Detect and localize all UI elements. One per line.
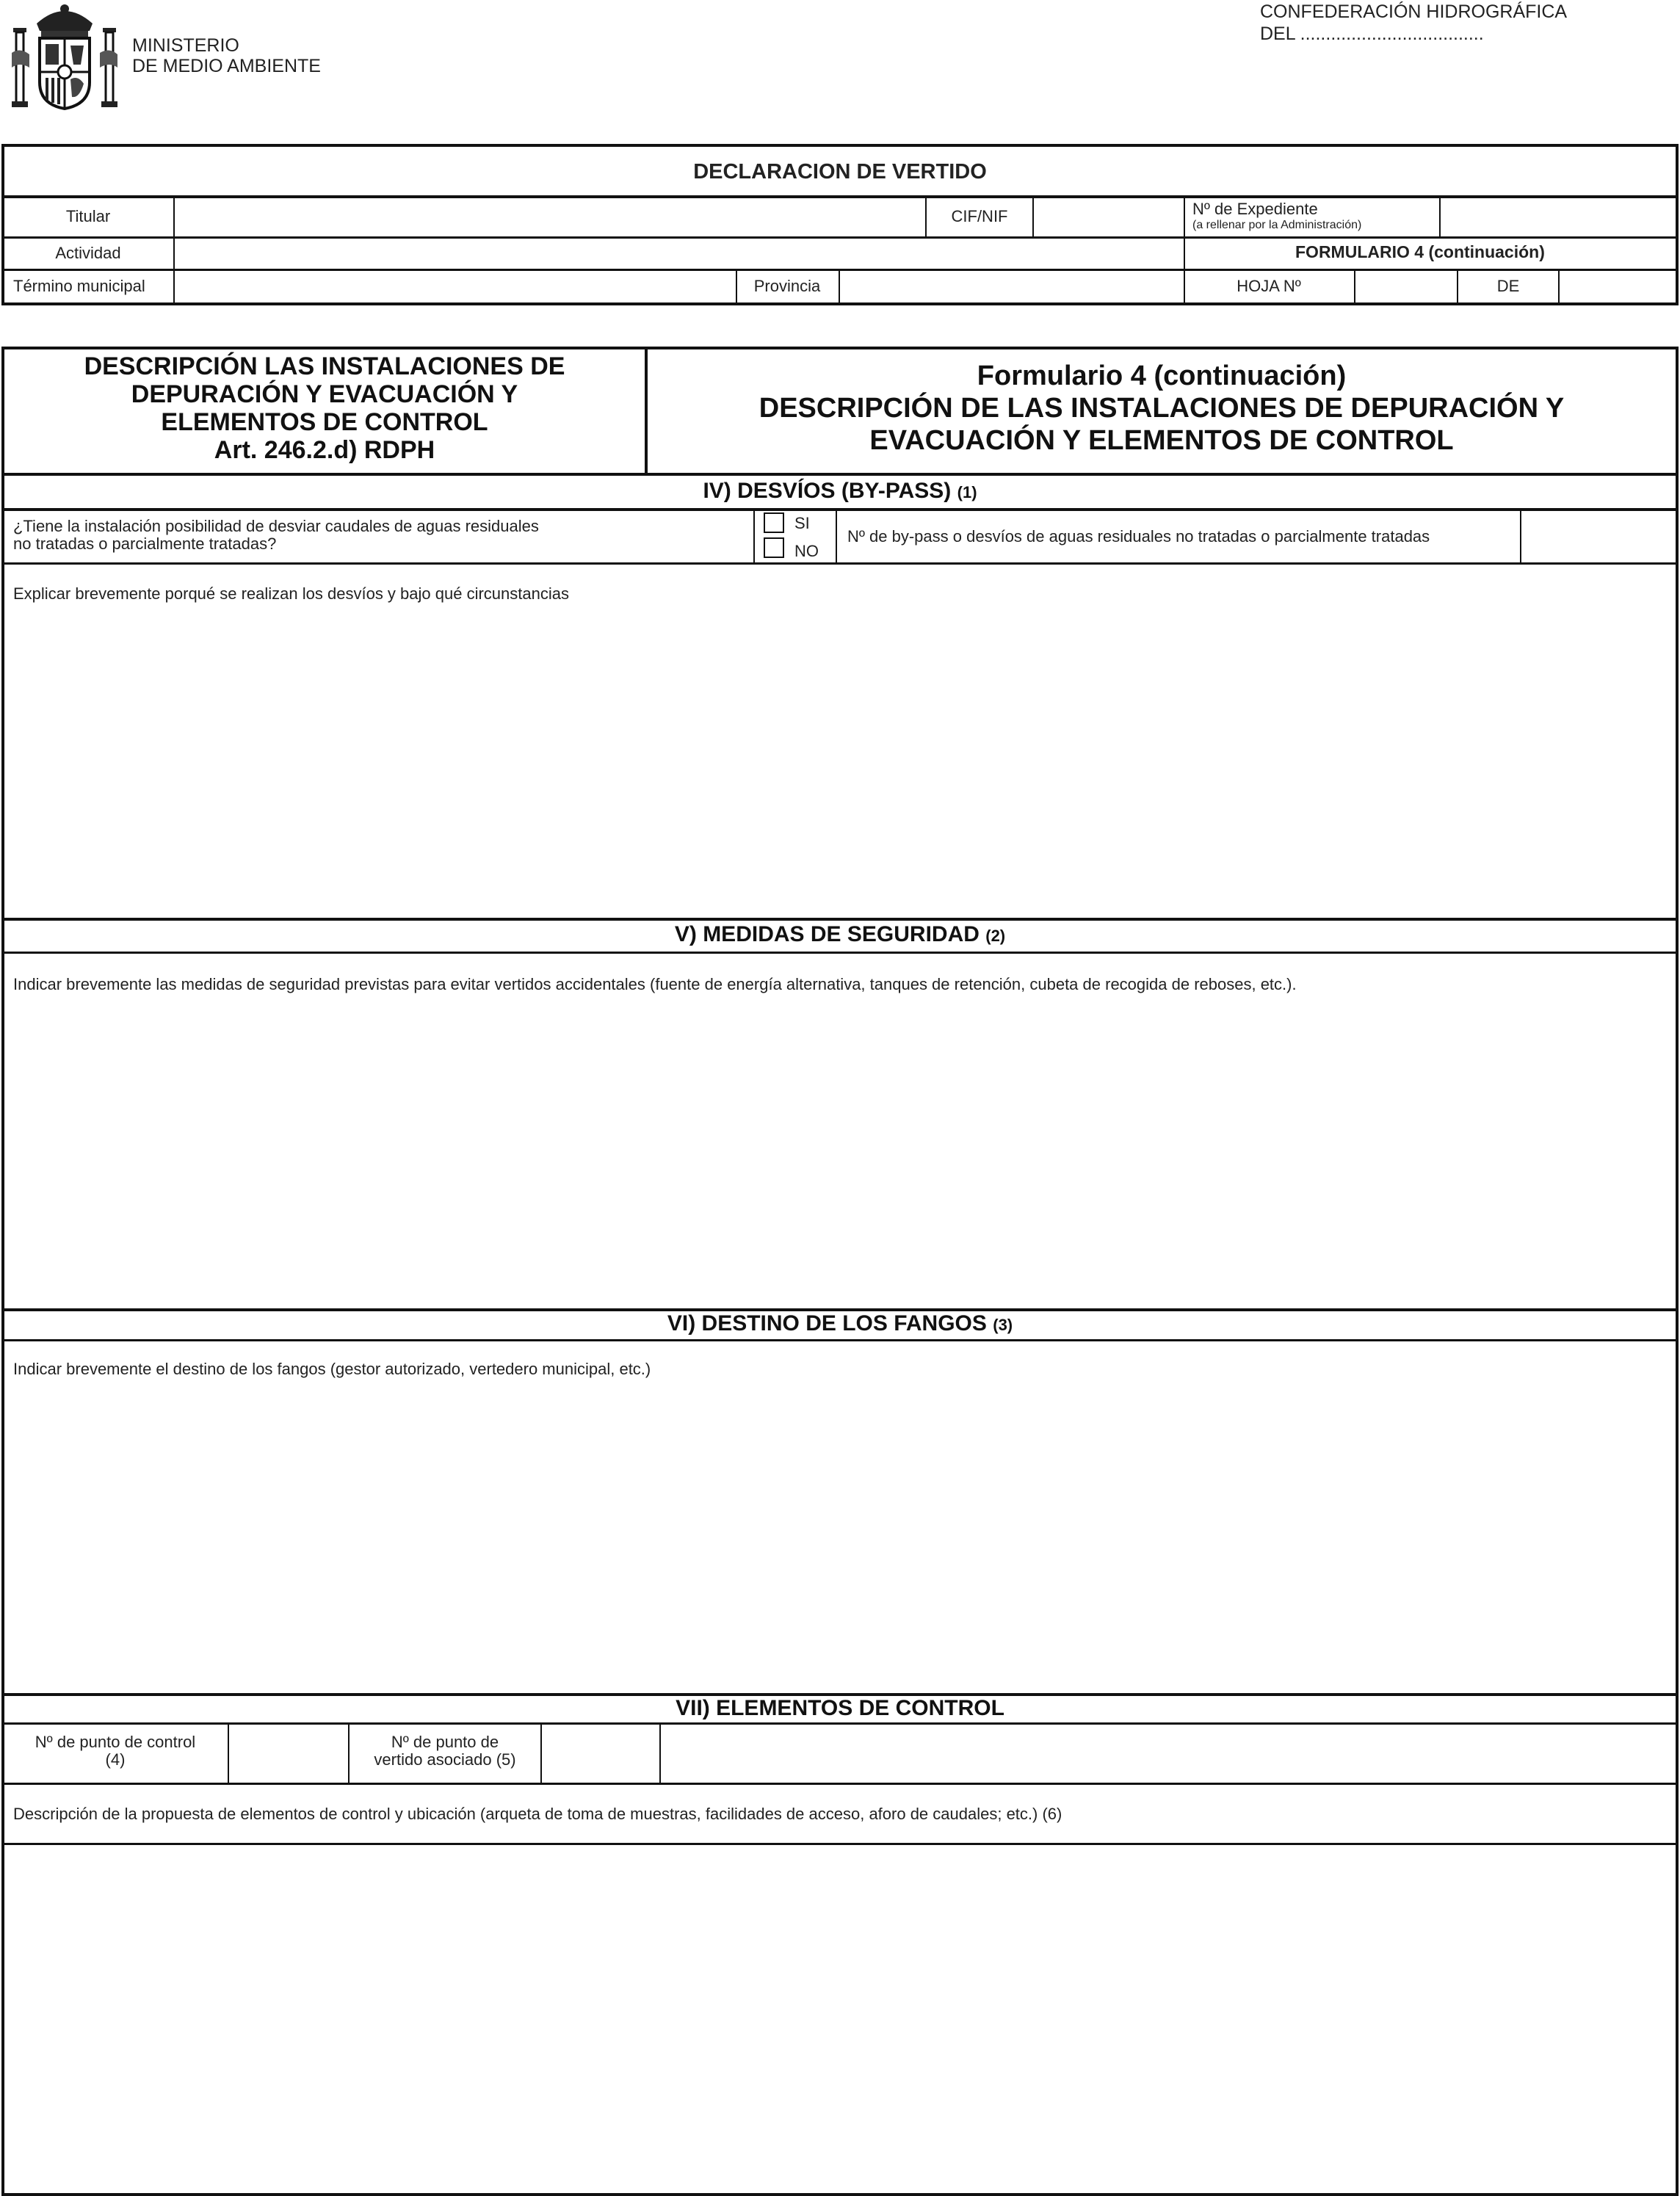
cif-field[interactable] <box>1034 197 1182 236</box>
provincia-field[interactable] <box>840 270 1182 304</box>
punto-vertido-label-line1: Nº de punto de <box>391 1733 499 1751</box>
confederacion-line1: CONFEDERACIÓN HIDROGRÁFICA <box>1260 1 1568 22</box>
termino-label: Término municipal <box>13 277 145 295</box>
desvios-explain-field[interactable] <box>4 609 1676 916</box>
desvios-note: (1) <box>957 483 977 501</box>
titular-label: Titular <box>65 207 111 225</box>
punto-control-field[interactable] <box>229 1724 347 1783</box>
no-label: NO <box>794 542 819 560</box>
hoja-field[interactable] <box>1355 270 1455 304</box>
control-title: VII) ELEMENTOS DE CONTROL <box>676 1696 1004 1720</box>
declaracion-title: DECLARACION DE VERTIDO <box>693 160 987 184</box>
confederacion-line2: DEL .................................... <box>1260 23 1484 44</box>
de-label: DE <box>1496 277 1520 295</box>
seguridad-field[interactable] <box>4 1000 1676 1307</box>
bypass-number-field[interactable] <box>1521 510 1676 562</box>
fangos-field[interactable] <box>4 1385 1676 1693</box>
desvios-title: IV) DESVÍOS (BY-PASS) <box>703 479 952 503</box>
de-field[interactable] <box>1560 270 1677 304</box>
bypass-number-label: Nº de by-pass o desvíos de aguas residuales no tratadas o parcialmente tratadas <box>847 527 1430 546</box>
left-title-4: Art. 246.2.d) RDPH <box>214 436 435 464</box>
seguridad-note: (2) <box>985 927 1006 945</box>
seguridad-title: V) MEDIDAS DE SEGURIDAD <box>674 922 980 946</box>
expediente-field[interactable] <box>1441 197 1677 236</box>
fangos-label: Indicar brevemente el destino de los fangos (gestor autorizado, vertedero municipal, etc.) <box>13 1360 651 1378</box>
si-label: SI <box>794 514 810 532</box>
actividad-label: Actividad <box>55 244 121 262</box>
formulario-label: FORMULARIO 4 (continuación) <box>1295 242 1545 261</box>
titular-field[interactable] <box>175 197 925 236</box>
cif-label: CIF/NIF <box>951 207 1008 225</box>
termino-field[interactable] <box>175 270 734 304</box>
desvios-explain-label: Explicar brevemente porqué se realizan los desvíos y bajo qué circunstancias <box>13 584 569 603</box>
desvios-header <box>1 479 1679 505</box>
expediente-label: Nº de Expediente <box>1192 200 1318 218</box>
fangos-title: VI) DESTINO DE LOS FANGOS <box>667 1311 987 1336</box>
left-title-3: ELEMENTOS DE CONTROL <box>161 408 488 436</box>
coat-of-arms-logo <box>7 1 122 113</box>
fangos-header <box>1 1311 1679 1338</box>
actividad-field[interactable] <box>175 238 1182 269</box>
right-title-3: EVACUACIÓN Y ELEMENTOS DE CONTROL <box>869 425 1454 456</box>
hoja-label: HOJA Nº <box>1237 277 1301 295</box>
punto-control-label-line2: (4) <box>105 1750 126 1769</box>
punto-vertido-label-line2: vertido asociado (5) <box>374 1750 516 1769</box>
provincia-label: Provincia <box>753 277 821 295</box>
right-title-2: DESCRIPCIÓN DE LAS INSTALACIONES DE DEPURACIÓN Y <box>758 393 1565 424</box>
left-title-1: DESCRIPCIÓN LAS INSTALACIONES DE <box>84 352 565 380</box>
control-description-field[interactable] <box>4 1846 1676 2192</box>
desvios-question-line2: no tratadas o parcialmente tratadas? <box>13 534 277 553</box>
desvios-question-line1: ¿Tiene la instalación posibilidad de desviar caudales de aguas residuales <box>13 517 539 535</box>
punto-control-label-line1: Nº de punto de control <box>35 1733 196 1751</box>
ministry-name-line1: MINISTERIO <box>132 35 239 56</box>
right-title-1: Formulario 4 (continuación) <box>977 360 1347 391</box>
expediente-note: (a rellenar por la Administración) <box>1192 219 1362 231</box>
no-checkbox[interactable] <box>764 537 784 558</box>
punto-vertido-field[interactable] <box>542 1724 659 1783</box>
seguridad-label: Indicar brevemente las medidas de seguridad previstas para evitar vertidos accidentales (fuente de energía alternativa, tanques de retención, cubeta de recogida de reboses, etc.). <box>13 975 1297 993</box>
seguridad-header <box>1 922 1679 949</box>
control-description-label: Descripción de la propuesta de elementos de control y ubicación (arqueta de toma de muestras, facilidades de acceso, aforo de caudales; etc.) (6) <box>13 1805 1062 1823</box>
ministry-name-line2: DE MEDIO AMBIENTE <box>132 56 321 76</box>
fangos-note: (3) <box>993 1316 1013 1334</box>
si-checkbox[interactable] <box>764 512 784 533</box>
left-title-2: DEPURACIÓN Y EVACUACIÓN Y <box>131 380 518 408</box>
